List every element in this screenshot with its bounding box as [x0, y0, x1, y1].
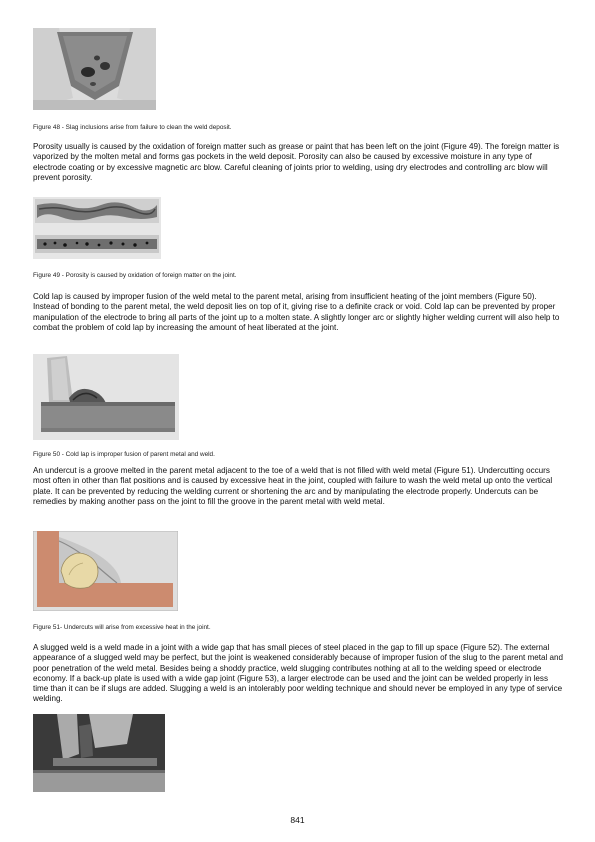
figure-50-caption: Figure 50 - Cold lap is improper fusion of parent metal and weld.	[33, 451, 215, 458]
figure-51-caption: Figure 51- Undercuts will arise from excessive heat in the joint.	[33, 624, 211, 631]
paragraph-slugged-weld: A slugged weld is a weld made in a joint with a wide gap that has small pieces of steel placed in the gap to fill up space (Figure 52). The external appearance of a slugged weld may be perfect, but the joint is weakened considerably because of improper fusion of the slug to the parent metal and poor penetration of the weld metal. Besides being a shoddy practice, weld slugging contributes nothing at all to the welding speed or electrode economy. If a back-up plate is used with a wide gap joint (Figure 53), a larger electrode can be used and the joint can be welded properly in less time than it can be if slugs are added. Slugging a weld is an intolerably poor welding technique and should never be employed in any type of service welding.	[33, 643, 564, 704]
paragraph-cold-lap: Cold lap is caused by improper fusion of the weld metal to the parent metal, arising from insufficient heating of the joint members (Figure 50). Instead of bonding to the parent metal, the weld deposit lies on top of it, giving rise to a definite crack or void. Cold lap can be prevented by proper manipulation of the electrode to bring all parts of the joint up to a molten state. A slightly longer arc or slightly higher welding current will also help to combat the problem of cold lap by increasing the amount of heat liberated at the joint.	[33, 292, 560, 332]
figure-49-porosity-photo	[33, 197, 161, 259]
figure-48-caption: Figure 48 - Slag inclusions arise from failure to clean the weld deposit.	[33, 124, 232, 131]
page-number: 841	[290, 815, 305, 825]
paragraph-porosity: Porosity usually is caused by the oxidation of foreign matter such as grease or paint that has been left on the joint (Figure 49). The foreign matter is vaporized by the molten metal and forms gas pockets in the weld deposit. Porosity can also be caused by excessive moisture in any type of electrode coating or by excessive magnetic arc blow. Careful cleaning of joints prior to welding, using dry electrodes and controlling arc blow will prevent porosity.	[33, 142, 560, 182]
figure-50-cold-lap-photo	[33, 354, 179, 440]
figure-52-slugged-weld-photo	[33, 714, 165, 792]
figure-48-slag-inclusion-photo	[33, 28, 156, 110]
figure-51-undercut-diagram	[33, 531, 178, 611]
figure-49-caption: Figure 49 - Porosity is caused by oxidation of foreign matter on the joint.	[33, 272, 237, 279]
paragraph-undercut: An undercut is a groove melted in the parent metal adjacent to the toe of a weld that is not filled with weld metal (Figure 51). Undercutting occurs most often in other than flat positions and is caused by excessive heat in the joint, coupled with failure to wash the weld metal up onto the vertical plate. It can be prevented by reducing the welding current or shortening the arc and by manipulating the electrode properly. Undercuts can be remedies by making another pass on the joint to fill the groove in the parent metal with weld metal.	[33, 466, 553, 506]
